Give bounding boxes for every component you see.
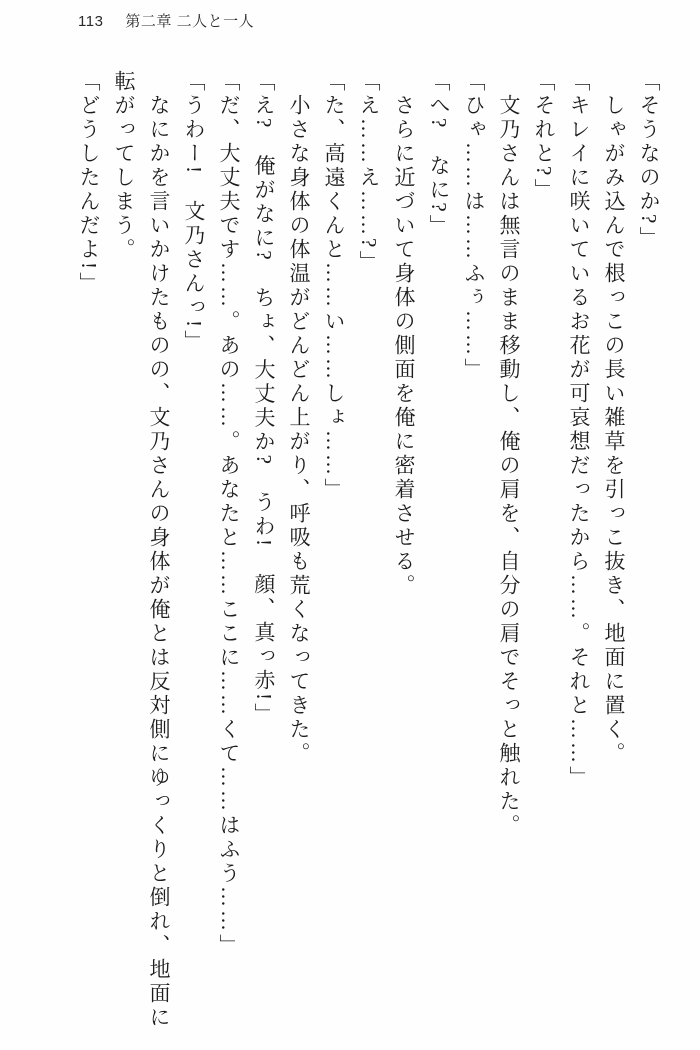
running-head [78, 10, 254, 31]
dialogue-line: 「え……え……?」 [357, 70, 381, 275]
dialogue-line: 「そうなのか?」 [637, 70, 661, 251]
narration-line: 小さな身体の体温がどんどん上がり、呼吸も荒くなってきた。 [287, 94, 311, 766]
dialogue-line: 「ひゃ……は……ふぅ……」 [462, 70, 486, 382]
dialogue-line: 「それと?」 [532, 70, 556, 203]
chapter-title: 第二章 二人と一人 [125, 13, 255, 30]
novel-text-body [71, 70, 666, 1048]
dialogue-line: 「キレイに咲いているお花が可哀想だったから……。それと……」 [567, 70, 591, 790]
narration-line: さらに近づいて身体の側面を俺に密着させる。 [392, 94, 416, 598]
narration-line: なにかを言いかけたものの、文乃さんの身体が俺とは反対側にゆっくりと倒れ、地面に転がってしまう。 [112, 70, 171, 1030]
dialogue-line: 「どうしたんだよ!」 [77, 70, 101, 296]
dialogue-line: 「うわー! 文乃さんっ!」 [182, 70, 206, 354]
narration-line: 文乃さんは無言のまま移動し、俺の肩を、自分の肩でそっと触れた。 [497, 94, 521, 838]
dialogue-line: 「た、高遠くんと……い……しょ……」 [322, 70, 346, 502]
page-number: 113 [78, 13, 104, 30]
narration-line: しゃがみ込んで根っこの長い雑草を引っこ抜き、地面に置く。 [602, 94, 626, 766]
dialogue-line: 「へ? なに?」 [427, 70, 451, 239]
dialogue-line: 「え? 俺がなに? ちょ、大丈夫か? うわ! 顔、真っ赤!」 [252, 70, 276, 727]
dialogue-line: 「だ、大丈夫です……。あの……。あなたと……ここに……くて……はふう……」 [217, 70, 241, 958]
